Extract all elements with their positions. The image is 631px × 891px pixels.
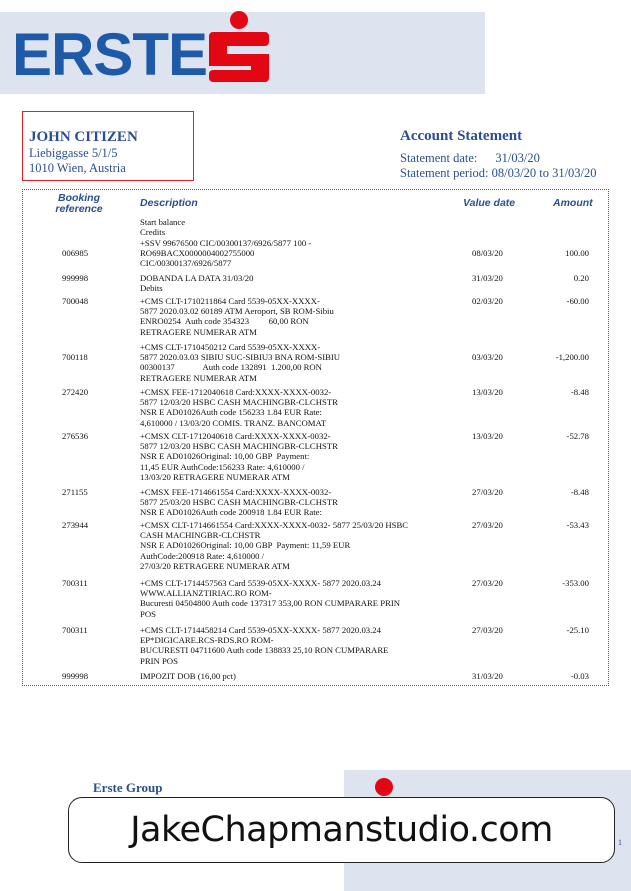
description: +CMS CLT-1714458214 Card 5539-05XX-XXXX- 5877 2020.03.24 EP*DIGICARE.RCS-RDS.RO ROM- BUCURESTI 04711600 Auth code 138833 25,10 RON CUMPARARE PRIN POS [140, 625, 389, 666]
amount: -353.00 [562, 578, 589, 588]
header-amount: Amount [553, 197, 593, 209]
booking-reference: 700311 [62, 578, 88, 588]
description: +SSV 99676500 CIC/00300137/6926/5877 100 - RO69BACX0000004002755000 CIC/00300137/6926/5877 [140, 238, 312, 269]
statement-title: Account Statement [400, 128, 523, 144]
value-date: 13/03/20 [472, 431, 503, 441]
statement-date: 31/03/20 [495, 151, 540, 165]
header-description: Description [140, 197, 198, 209]
value-date: 31/03/20 [472, 671, 503, 681]
amount: 0.20 [573, 273, 589, 283]
booking-reference: 273944 [62, 520, 89, 530]
amount: -52.78 [566, 431, 589, 441]
booking-reference: 700048 [62, 296, 89, 306]
description: IMPOZIT DOB (16,00 pct) [140, 671, 236, 681]
amount: 100.00 [565, 248, 589, 259]
booking-reference: 999998 [62, 671, 89, 681]
value-date: 31/03/20 [472, 273, 503, 283]
description: +CMS CLT-1710211864 Card 5539-05XX-XXXX- 5877 2020.03.02 60189 ATM Aeroport, SB ROM-Sibiu ENRO0254 Auth code 354323 60,00 RON RETRAGERE NUMERAR ATM [140, 296, 334, 337]
statement-period-row [400, 166, 630, 181]
booking-reference: 276536 [62, 431, 89, 441]
booking-reference: 999998 [62, 273, 89, 283]
amount: -25.10 [566, 625, 589, 635]
booking-reference: 006985 [62, 248, 89, 259]
statement-date-row [400, 151, 630, 166]
value-date: 27/03/20 [472, 487, 503, 497]
value-date: 27/03/20 [472, 625, 503, 635]
header-value-date: Value date [463, 197, 516, 209]
description: +CMS CLT-1710450212 Card 5539-05XX-XXXX- 5877 2020.03.03 SIBIU SUC-SIBIU3 BNA ROM-SIBIU 00300137 Auth code 132891 1.200,00 RON RETRAGERE NUMERAR ATM [140, 342, 341, 383]
customer-name: JOHN CITIZEN [29, 129, 138, 145]
booking-reference: 271155 [62, 487, 88, 497]
footer-logo-dot-icon [375, 778, 393, 796]
value-date: 13/03/20 [472, 387, 503, 397]
description: +CMSX CLT-1714661554 Card:XXXX-XXXX-0032- 5877 25/03/20 HSBC CASH MACHINGBR-CLCHSTR NSR E AD01026Original: 10,00 GBP Payment: 11,59 EUR AuthCode:200918 Rate: 4,610000 / 27/03/20 RETRAGERE NUMERAR ATM [140, 520, 409, 571]
footer-page-mark: 1 [618, 838, 622, 847]
value-date: 27/03/20 [472, 578, 503, 588]
statement-period: 08/03/20 to 31/03/20 [491, 166, 597, 180]
description: +CMSX FEE-1714661554 Card:XXXX-XXXX-0032- 5877 25/03/20 HSBC CASH MACHINGBR-CLCHSTR NSR E AD01026Auth code 200918 1.84 EUR Rate: [140, 487, 338, 518]
description: +CMSX FEE-1712040618 Card:XXXX-XXXX-0032- 5877 12/03/20 HSBC CASH MACHINGBR-CLCHSTR NSR E AD01026Auth code 156233 1.84 EUR Rate: 4,610000 / 13/03/20 COMIS. TRANZ. BANCOMAT [140, 387, 338, 428]
amount: -1,200.00 [555, 352, 589, 363]
watermark-banner: JakeChapmanstudio.com [68, 797, 615, 863]
booking-reference: 272420 [62, 387, 89, 397]
description: +CMS CLT-1714457563 Card 5539-05XX-XXXX- 5877 2020.03.24 WWW.ALLIANZTIRIAC.RO ROM- Bucuresti 04504800 Auth code 137317 353,00 RON CUMPARARE PRIN POS [140, 578, 401, 619]
amount: -8.48 [570, 487, 589, 497]
amount: -0.03 [570, 671, 589, 681]
description: Start balance Credits [140, 217, 186, 238]
statement-info [400, 127, 630, 181]
booking-reference: 700311 [62, 625, 88, 635]
booking-reference: 700118 [62, 352, 88, 363]
customer-address-box [22, 111, 194, 181]
customer-city: 1010 Wien, Austria [29, 161, 126, 175]
footer-company: Erste Group [93, 780, 163, 795]
value-date: 03/03/20 [472, 352, 503, 363]
description: DOBANDA LA DATA 31/03/20 Debits [140, 273, 254, 294]
sparkasse-s-logo-icon [207, 10, 271, 84]
amount: -8.48 [570, 387, 589, 397]
value-date: 08/03/20 [472, 248, 503, 259]
statement-period-label: Statement period: [400, 166, 489, 180]
customer-street: Liebiggasse 5/1/5 [29, 146, 118, 160]
erste-logo-text: ERSTE [12, 21, 208, 88]
value-date: 02/03/20 [472, 296, 503, 306]
header-booking-reference: Booking reference [55, 192, 103, 215]
value-date: 27/03/20 [472, 520, 503, 530]
amount: -53.43 [566, 520, 589, 530]
statement-date-label: Statement date: [400, 151, 478, 165]
amount: -60.00 [566, 296, 589, 306]
description: +CMSX CLT-1712040618 Card:XXXX-XXXX-0032- 5877 12/03/20 HSBC CASH MACHINGBR-CLCHSTR NSR E AD01026Original: 10,00 GBP Payment: 11,45 EUR AuthCode:156233 Rate: 4,610000 / 13/03/20 RETRAGERE NUMERAR ATM [140, 431, 338, 482]
